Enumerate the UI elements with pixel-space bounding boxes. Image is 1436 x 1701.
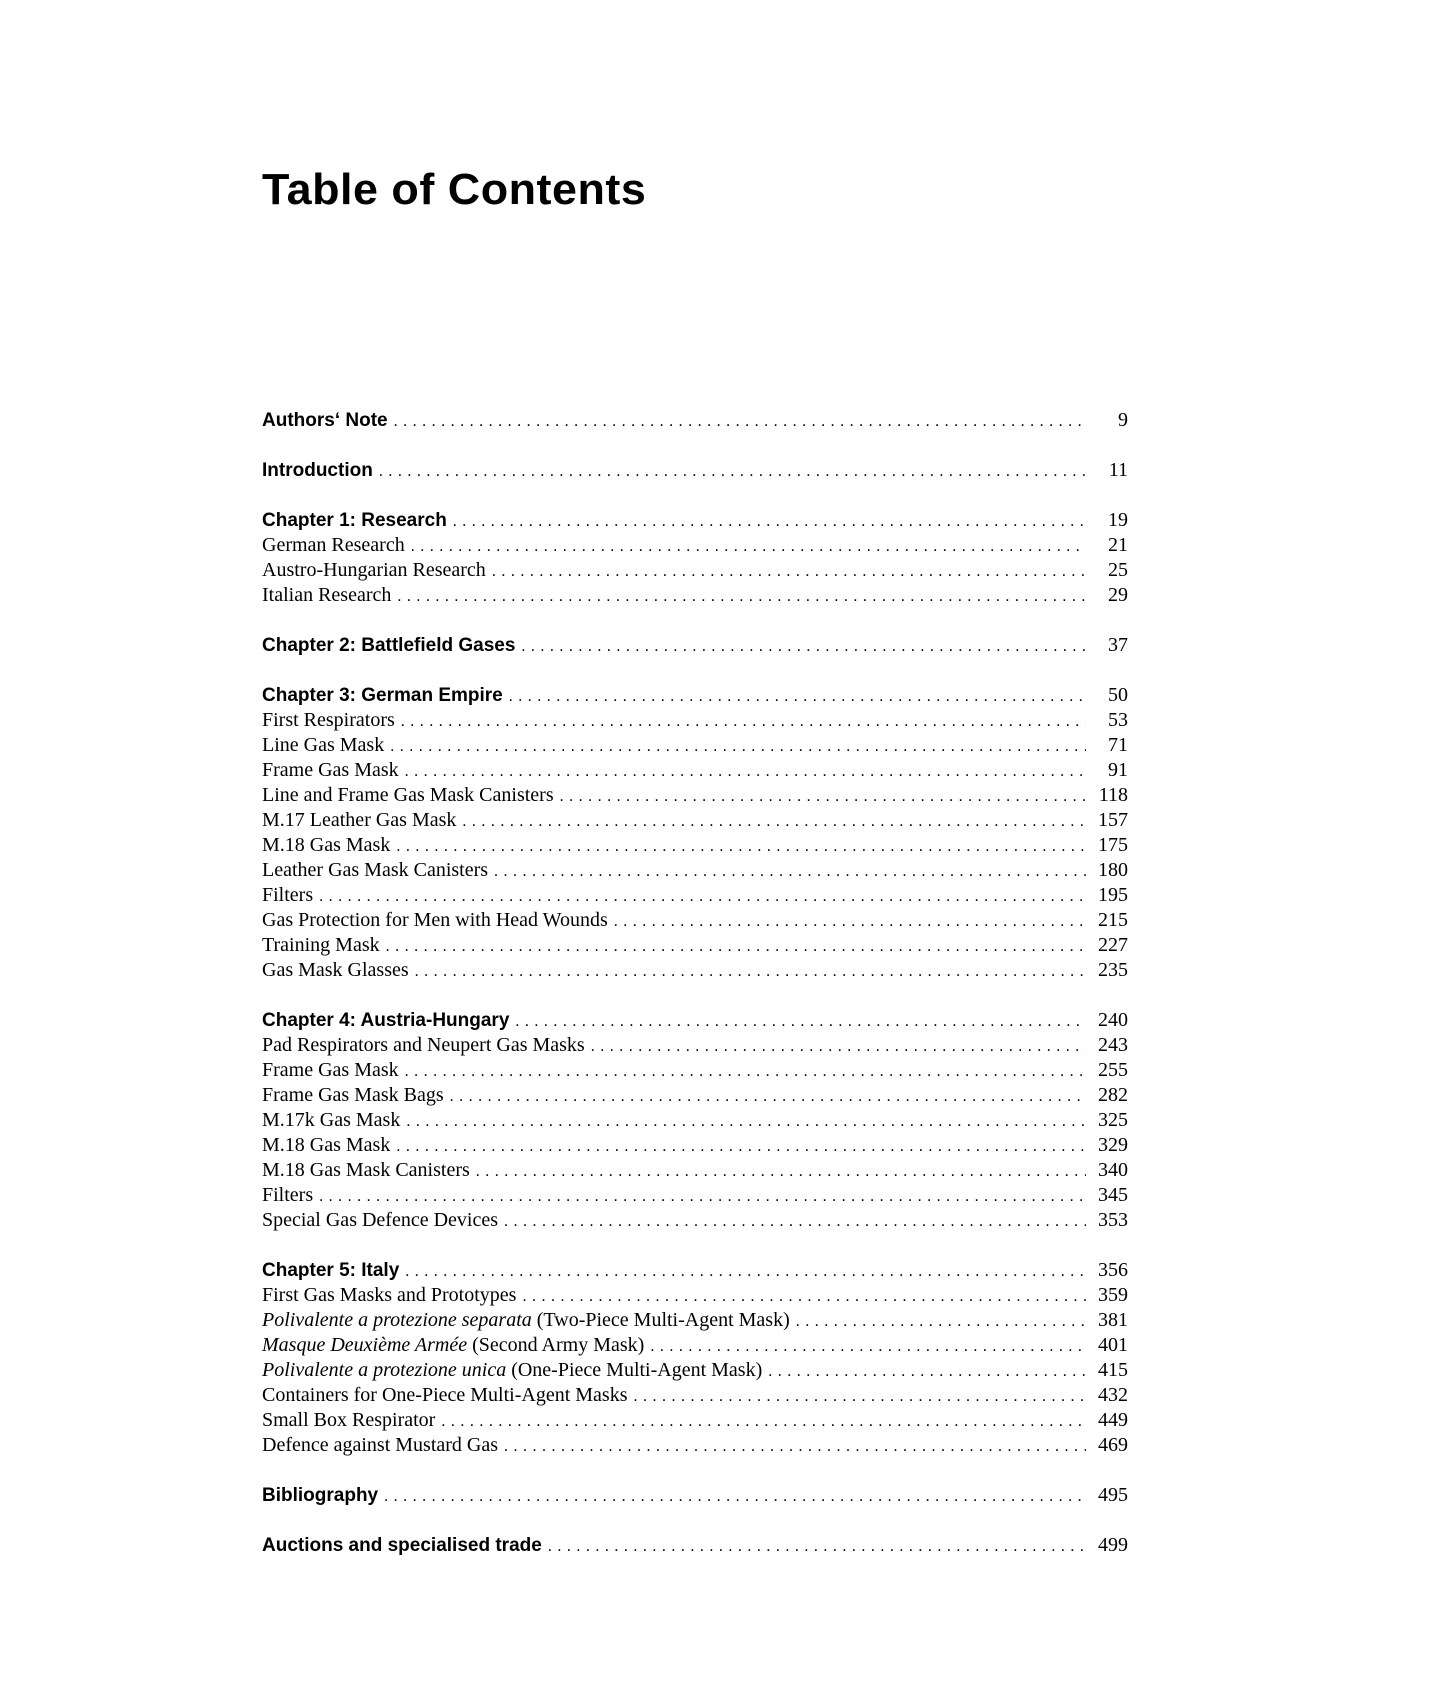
page-number: 240	[1098, 1009, 1128, 1031]
page-number: 329	[1098, 1134, 1128, 1156]
toc-section	[262, 1008, 1128, 1233]
dot-leader	[494, 859, 1086, 884]
dot-leader	[515, 1009, 1086, 1034]
toc-entry[interactable]	[262, 1333, 1128, 1358]
page-number: 9	[1118, 409, 1128, 431]
dot-leader	[386, 934, 1086, 959]
dot-leader	[401, 709, 1086, 734]
toc-entry-title: Line and Frame Gas Mask Canisters	[262, 784, 554, 806]
page-number: 499	[1098, 1534, 1128, 1556]
page-number: 37	[1108, 634, 1128, 656]
page-number: 50	[1108, 684, 1128, 706]
toc-entry[interactable]	[262, 933, 1128, 958]
toc-entry-title: Containers for One-Piece Multi-Agent Masks	[262, 1384, 628, 1406]
dot-leader	[411, 534, 1086, 559]
toc-entry-title-italic: Polivalente a protezione separata	[262, 1309, 532, 1331]
page-number: 25	[1108, 559, 1128, 581]
page-number: 91	[1108, 759, 1128, 781]
page-number: 325	[1098, 1109, 1128, 1131]
toc-entry-title-italic: Masque Deuxième Armée	[262, 1334, 468, 1356]
dot-leader	[397, 584, 1086, 609]
dot-leader	[379, 459, 1086, 484]
toc-entry[interactable]	[262, 1433, 1128, 1458]
page-title: Table of Contents	[262, 165, 647, 214]
dot-leader	[394, 409, 1086, 434]
page-number: 282	[1098, 1084, 1128, 1106]
page-number: 381	[1098, 1309, 1128, 1331]
toc-entry[interactable]	[262, 708, 1128, 733]
toc-entry-title: Austro-Hungarian Research	[262, 559, 486, 581]
toc-entry-title: Authors‘ Note	[262, 410, 388, 431]
toc-entry-title: Gas Protection for Men with Head Wounds	[262, 909, 608, 931]
toc-entry[interactable]	[262, 808, 1128, 833]
dot-leader	[614, 909, 1086, 934]
toc-entry-title: Training Mask	[262, 934, 380, 956]
toc-section	[262, 1533, 1128, 1558]
page-number: 53	[1108, 709, 1128, 731]
toc-entry-title: Small Box Respirator	[262, 1409, 436, 1431]
toc-heading-entry[interactable]	[262, 683, 1128, 708]
page-number: 21	[1108, 534, 1128, 556]
page-number: 118	[1098, 784, 1128, 806]
toc-entry-title: Frame Gas Mask Bags	[262, 1084, 444, 1106]
dot-leader	[441, 1409, 1086, 1434]
dot-leader	[396, 834, 1086, 859]
toc-entry[interactable]	[262, 1208, 1128, 1233]
toc-section	[262, 408, 1128, 433]
dot-leader	[476, 1159, 1086, 1184]
toc-heading-entry[interactable]	[262, 633, 1128, 658]
toc-entry-title: M.17k Gas Mask	[262, 1109, 401, 1131]
toc-entry-title: M.18 Gas Mask	[262, 834, 391, 856]
toc-entry[interactable]	[262, 1083, 1128, 1108]
toc-heading-entry[interactable]	[262, 408, 1128, 433]
toc-entry-title-rest: (Second Army Mask)	[467, 1334, 645, 1356]
dot-leader	[405, 1259, 1086, 1284]
page-number: 227	[1098, 934, 1128, 956]
toc-entry-title: M.18 Gas Mask Canisters	[262, 1159, 470, 1181]
toc-entry[interactable]	[262, 1058, 1128, 1083]
page-number: 195	[1098, 884, 1128, 906]
dot-leader	[415, 959, 1086, 984]
toc-entry-title-rest: (Two-Piece Multi-Agent Mask)	[531, 1309, 790, 1331]
dot-leader	[591, 1034, 1086, 1059]
toc-entry[interactable]	[262, 1358, 1128, 1383]
page-number: 401	[1098, 1334, 1128, 1356]
dot-leader	[509, 684, 1086, 709]
toc-entry[interactable]	[262, 758, 1128, 783]
toc-entry[interactable]	[262, 1108, 1128, 1133]
toc-entry-title: Italian Research	[262, 584, 392, 606]
toc-entry[interactable]	[262, 533, 1128, 558]
toc-entry-title: Line Gas Mask	[262, 734, 385, 756]
toc-entry-title: M.18 Gas Mask	[262, 1134, 391, 1156]
dot-leader	[492, 559, 1086, 584]
page-number: 495	[1098, 1484, 1128, 1506]
toc-entry-title: Filters	[262, 884, 314, 906]
page-number: 175	[1098, 834, 1128, 856]
toc-entry-title: First Respirators	[262, 709, 395, 731]
toc-entry[interactable]	[262, 958, 1128, 983]
toc-entry[interactable]	[262, 733, 1128, 758]
dot-leader	[462, 809, 1086, 834]
dot-leader	[453, 509, 1086, 534]
page-number: 469	[1098, 1434, 1128, 1456]
toc-entry-title: German Research	[262, 534, 405, 556]
page-number: 359	[1098, 1284, 1128, 1306]
page-number: 180	[1098, 859, 1128, 881]
toc-section	[262, 1483, 1128, 1508]
page-number: 432	[1098, 1384, 1128, 1406]
toc-entry-title: Chapter 1: Research	[262, 510, 447, 531]
page-number: 255	[1098, 1059, 1128, 1081]
toc-entry-title: Chapter 4: Austria-Hungary	[262, 1010, 510, 1031]
toc-entry-title: Leather Gas Mask Canisters	[262, 859, 489, 881]
dot-leader	[548, 1534, 1086, 1559]
toc-entry[interactable]	[262, 1133, 1128, 1158]
page-number: 356	[1098, 1259, 1128, 1281]
toc-entry-title: Pad Respirators and Neupert Gas Masks	[262, 1034, 585, 1056]
toc-entry[interactable]	[262, 883, 1128, 908]
dot-leader	[796, 1309, 1086, 1334]
page-number: 449	[1098, 1409, 1128, 1431]
page-number: 243	[1098, 1034, 1128, 1056]
toc-entry-title: Frame Gas Mask	[262, 1059, 399, 1081]
dot-leader	[405, 1059, 1086, 1084]
dot-leader	[406, 1109, 1086, 1134]
toc-heading-entry[interactable]	[262, 1258, 1128, 1283]
page-number: 340	[1098, 1159, 1128, 1181]
dot-leader	[650, 1334, 1086, 1359]
page-number: 415	[1098, 1359, 1128, 1381]
toc-heading-entry[interactable]	[262, 1533, 1128, 1558]
page-number: 29	[1108, 584, 1128, 606]
dot-leader	[560, 784, 1086, 809]
toc-entry-title-rest: (One-Piece Multi-Agent Mask)	[506, 1359, 763, 1381]
toc-entry[interactable]	[262, 783, 1128, 808]
toc-entry-title: Chapter 5: Italy	[262, 1260, 400, 1281]
toc-entry-title: Special Gas Defence Devices	[262, 1209, 498, 1231]
page-number: 71	[1108, 734, 1128, 756]
toc-entry[interactable]	[262, 1283, 1128, 1308]
toc-heading-entry[interactable]	[262, 1483, 1128, 1508]
page-number: 11	[1108, 459, 1128, 481]
toc-entry-title: Introduction	[262, 460, 373, 481]
toc-entry[interactable]	[262, 1158, 1128, 1183]
toc-section	[262, 458, 1128, 483]
dot-leader	[450, 1084, 1086, 1109]
toc-entry-title: Auctions and specialised trade	[262, 1535, 542, 1556]
toc-heading-entry[interactable]	[262, 1008, 1128, 1033]
toc-entry[interactable]	[262, 908, 1128, 933]
toc-section	[262, 1258, 1128, 1458]
toc-entry-title: Filters	[262, 1184, 314, 1206]
toc-entry-title: Defence against Mustard Gas	[262, 1434, 499, 1456]
page-number: 157	[1098, 809, 1128, 831]
page-number: 215	[1098, 909, 1128, 931]
toc-entry[interactable]	[262, 1408, 1128, 1433]
page-number: 353	[1098, 1209, 1128, 1231]
page-number: 345	[1098, 1184, 1128, 1206]
dot-leader	[504, 1434, 1086, 1459]
toc-entry-title: M.17 Leather Gas Mask	[262, 809, 457, 831]
toc-entry-title: Bibliography	[262, 1485, 379, 1506]
table-of-contents	[262, 408, 1128, 1583]
toc-entry[interactable]	[262, 1383, 1128, 1408]
toc-entry[interactable]	[262, 1033, 1128, 1058]
toc-entry[interactable]	[262, 858, 1128, 883]
toc-entry[interactable]	[262, 558, 1128, 583]
toc-section	[262, 633, 1128, 658]
toc-entry-title: Gas Mask Glasses	[262, 959, 409, 981]
toc-entry[interactable]	[262, 583, 1128, 608]
toc-section	[262, 508, 1128, 608]
toc-entry-title	[262, 1308, 790, 1333]
dot-leader	[319, 884, 1086, 909]
toc-entry[interactable]	[262, 1183, 1128, 1208]
page-number: 235	[1098, 959, 1128, 981]
toc-entry-title: Chapter 2: Battlefield Gases	[262, 635, 516, 656]
page-number: 19	[1108, 509, 1128, 531]
toc-entry-title: Frame Gas Mask	[262, 759, 399, 781]
toc-heading-entry[interactable]	[262, 508, 1128, 533]
toc-entry-title	[262, 1358, 762, 1383]
toc-entry[interactable]	[262, 833, 1128, 858]
dot-leader	[521, 634, 1086, 659]
dot-leader	[390, 734, 1086, 759]
toc-section	[262, 683, 1128, 983]
dot-leader	[768, 1359, 1086, 1384]
toc-entry[interactable]	[262, 1308, 1128, 1333]
dot-leader	[384, 1484, 1086, 1509]
dot-leader	[522, 1284, 1086, 1309]
dot-leader	[504, 1209, 1086, 1234]
toc-entry-title: Chapter 3: German Empire	[262, 685, 503, 706]
toc-entry-title-italic: Polivalente a protezione unica	[262, 1359, 507, 1381]
dot-leader	[319, 1184, 1086, 1209]
dot-leader	[633, 1384, 1086, 1409]
toc-entry-title	[262, 1333, 644, 1358]
toc-entry-title: First Gas Masks and Prototypes	[262, 1284, 517, 1306]
toc-heading-entry[interactable]	[262, 458, 1128, 483]
dot-leader	[405, 759, 1086, 784]
dot-leader	[396, 1134, 1086, 1159]
